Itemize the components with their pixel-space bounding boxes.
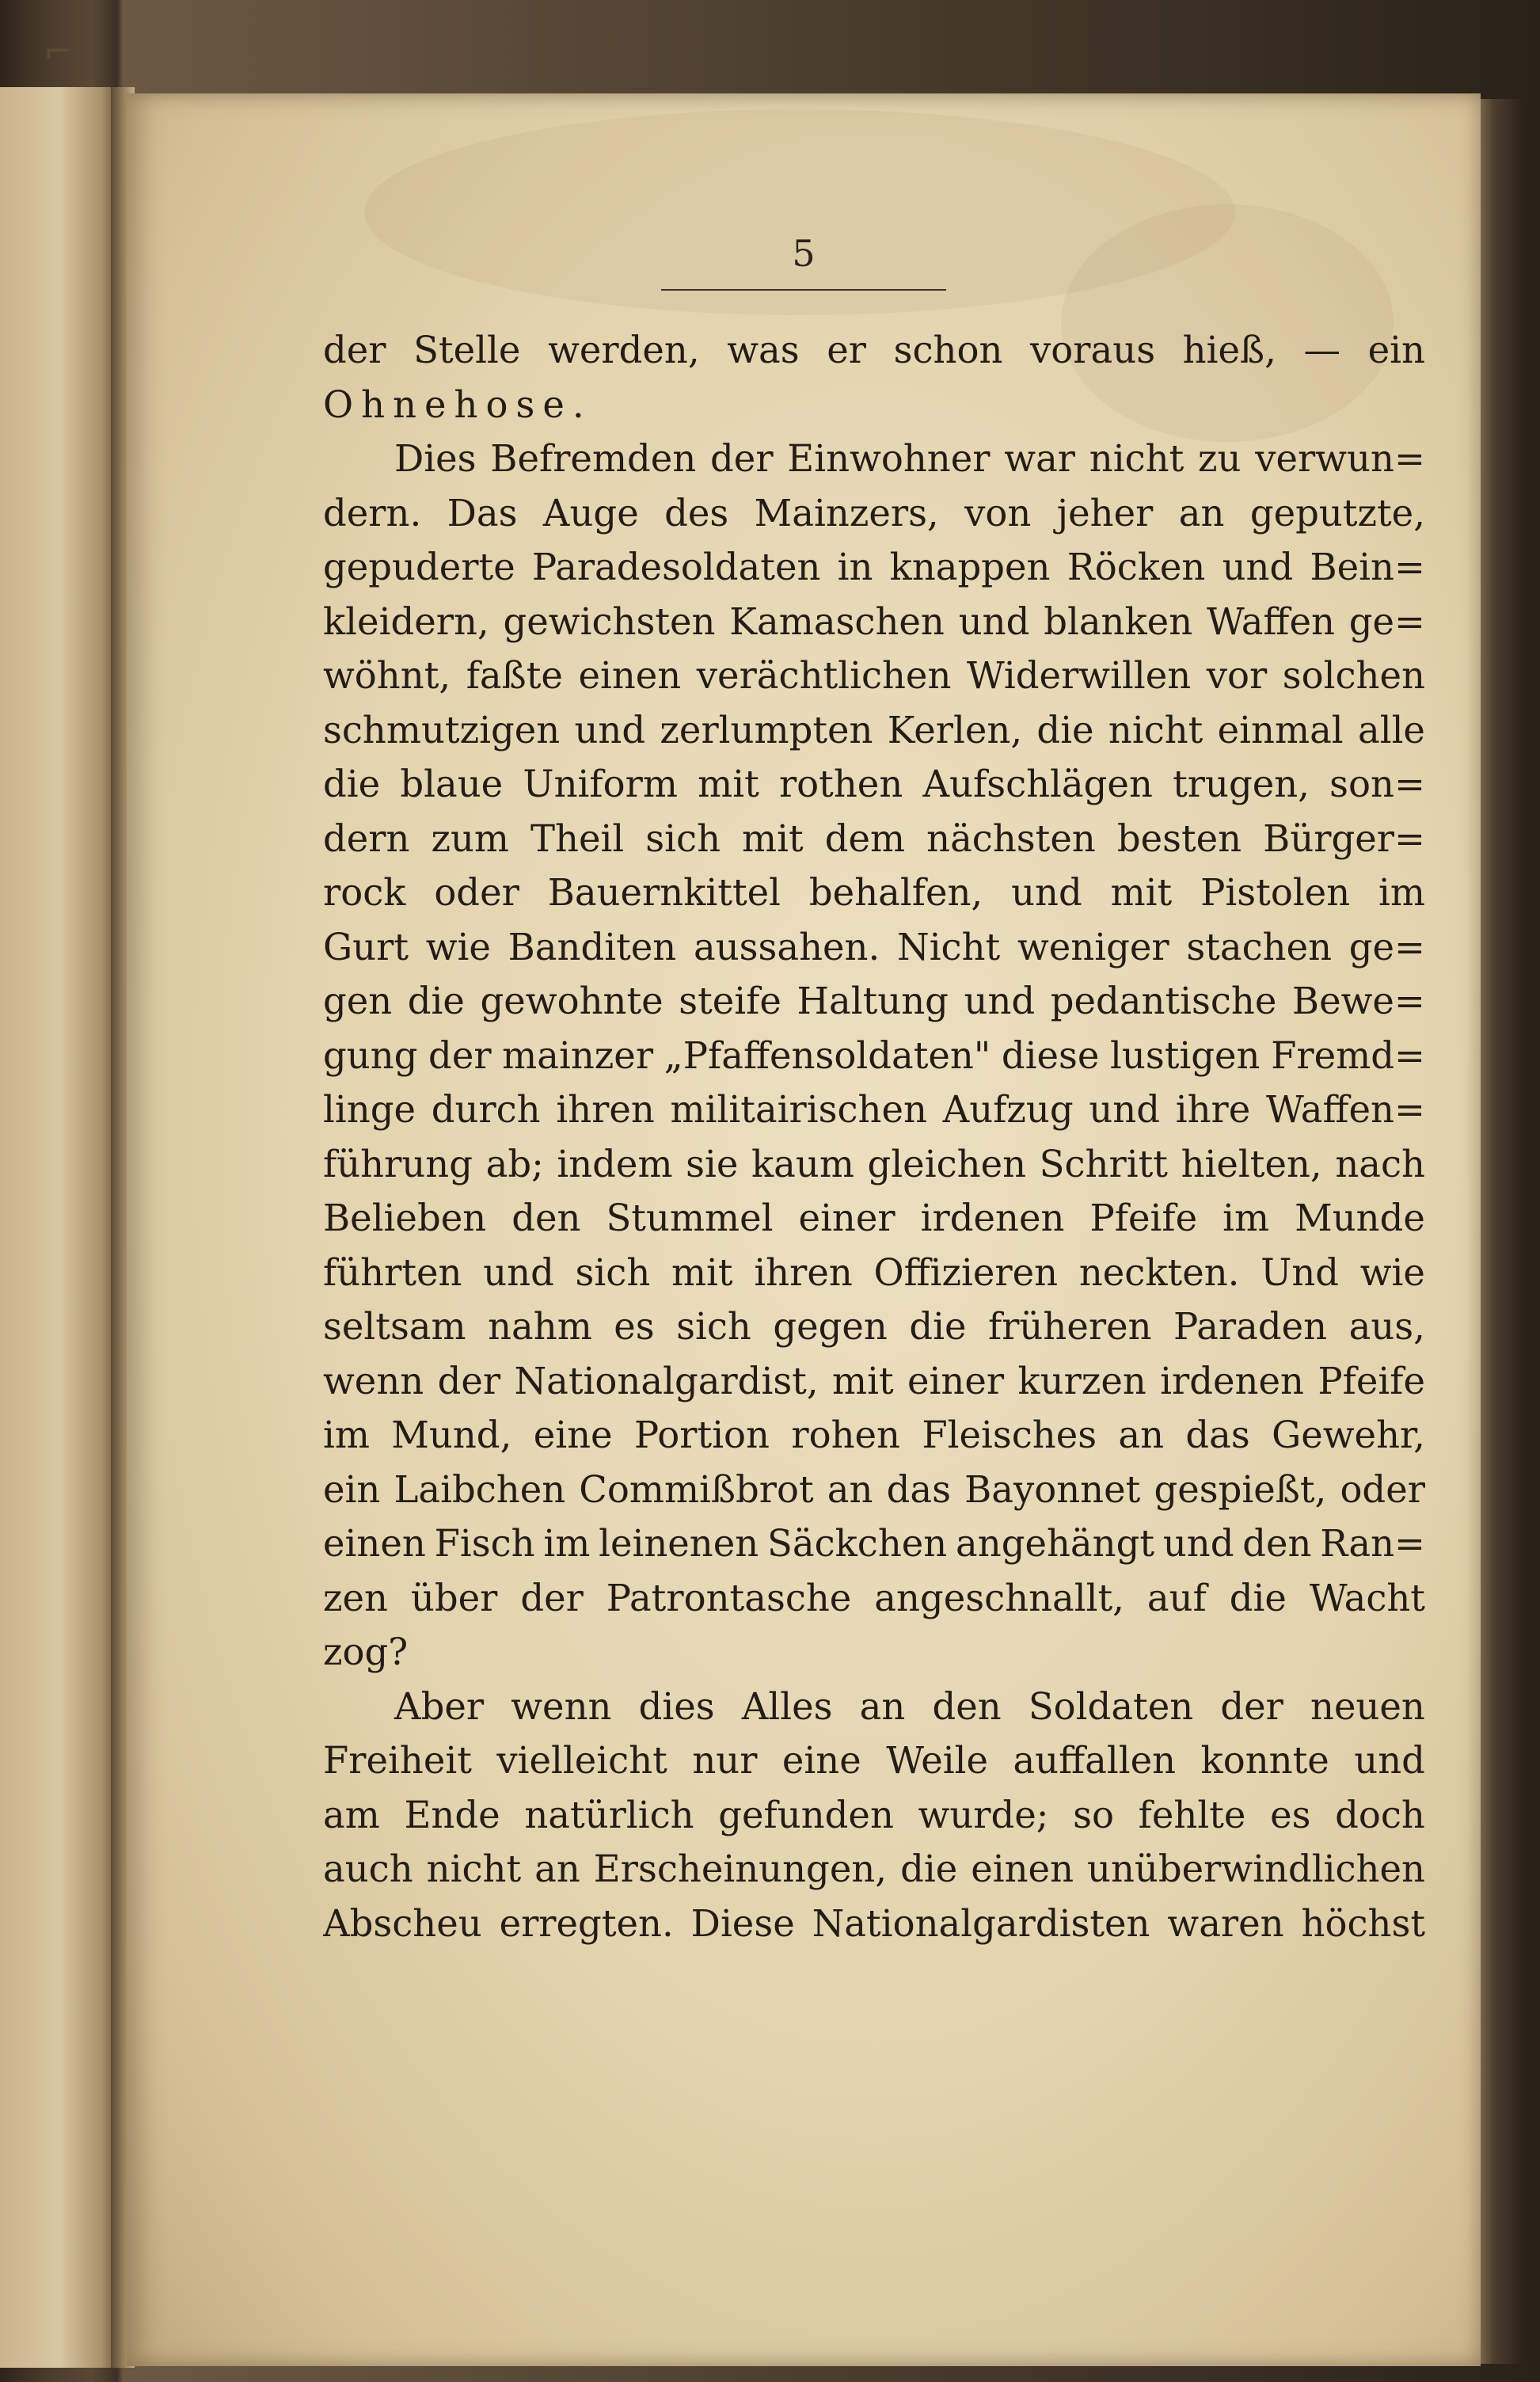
word: Patrontasche (606, 1576, 852, 1619)
word: Pfeife (1318, 1359, 1425, 1402)
word: Fisch (434, 1522, 535, 1565)
page-number: 5 (792, 232, 816, 275)
word: Und (1261, 1250, 1340, 1294)
word: gen (323, 980, 393, 1022)
word: besten (1116, 816, 1242, 860)
word: Aufzug (942, 1088, 1074, 1131)
word: einer (907, 1359, 1005, 1402)
word: es (614, 1305, 655, 1348)
word: oder (434, 871, 519, 914)
word: wöhnt, (323, 654, 451, 697)
text-line (323, 812, 1425, 866)
word: werden, (548, 329, 700, 371)
word: aus, (1348, 1305, 1425, 1348)
word: diese (1001, 1033, 1100, 1077)
text-line (323, 974, 1425, 1029)
word: Pfeife (1089, 1197, 1198, 1239)
word: an (1118, 1414, 1165, 1456)
word: und (574, 708, 646, 752)
word: neuen (1310, 1684, 1425, 1728)
word: die (900, 1847, 958, 1890)
word: und (483, 1250, 554, 1294)
word: Ran= (1320, 1522, 1425, 1565)
word: Säckchen (767, 1522, 948, 1565)
word: ihren (754, 1250, 853, 1294)
binding-thread-mark: ⌐ (44, 32, 73, 72)
word: gepuderte (323, 546, 515, 588)
word: schon (893, 329, 1003, 371)
word: rock (323, 871, 406, 914)
text-line (323, 703, 1425, 758)
word: des (664, 491, 729, 535)
word: nicht (1089, 437, 1184, 480)
word: Auge (542, 491, 639, 535)
word: war (1004, 437, 1076, 480)
text-line (323, 540, 1425, 595)
word: wenn (323, 1359, 424, 1402)
word: Nicht (897, 925, 1001, 968)
book-cover-edge (1474, 99, 1522, 2364)
word: Nationalgardisten (812, 1901, 1150, 1945)
word: erregten. (499, 1901, 674, 1945)
word: Gewehr, (1272, 1414, 1425, 1456)
word: Aber (394, 1684, 485, 1728)
word: Einwohner (787, 437, 991, 480)
word: Belieben (323, 1197, 487, 1239)
word: jeher (1056, 491, 1154, 535)
word: und (1222, 546, 1294, 588)
word: Weile (886, 1739, 988, 1782)
text-line (323, 595, 1425, 649)
word: an (534, 1847, 580, 1890)
word: mit (742, 816, 804, 860)
word: Nationalgardist, (514, 1359, 819, 1402)
word: Röcken (1067, 546, 1206, 588)
word: neckten. (1078, 1250, 1240, 1294)
word: Widerwillen (966, 654, 1192, 697)
word: der (710, 437, 774, 480)
word: was (727, 329, 800, 371)
word: der (520, 1576, 584, 1619)
text-line (323, 1354, 1425, 1409)
word: sich (575, 1250, 651, 1294)
word: der (428, 1033, 492, 1077)
word: Laibchen (394, 1467, 566, 1511)
word: so (1073, 1793, 1114, 1836)
word: mit (671, 1250, 733, 1294)
word: gewichsten (503, 599, 716, 643)
word: vielleicht (496, 1739, 667, 1782)
word: ge= (1348, 925, 1425, 968)
word: son= (1329, 763, 1425, 805)
word: im (1378, 871, 1425, 914)
word: Soldaten (1028, 1684, 1194, 1728)
word: gleichen (867, 1142, 1027, 1185)
text-line (323, 1246, 1425, 1300)
word: nicht (426, 1847, 522, 1890)
text-line (323, 1137, 1425, 1192)
word: zen (323, 1576, 388, 1619)
text-line (323, 757, 1425, 812)
word: ein (323, 1467, 381, 1511)
word: im (543, 1522, 591, 1565)
word: knappen (889, 546, 1051, 588)
word: „Pfaffensoldaten" (664, 1033, 991, 1077)
word: Bayonnet (964, 1467, 1141, 1511)
word: nur (692, 1739, 758, 1782)
word: und (964, 980, 1036, 1022)
word: gefunden (718, 1793, 894, 1836)
word: und (1011, 871, 1082, 914)
word: linge (323, 1088, 416, 1131)
word: die (407, 980, 465, 1022)
word: hieß, (1182, 329, 1276, 371)
word: der (323, 329, 386, 371)
word: im (323, 1414, 370, 1456)
word: verwun= (1255, 437, 1425, 480)
word: der (437, 1359, 501, 1402)
word: Theil (530, 816, 625, 860)
word: faßte (466, 654, 563, 697)
word: die (323, 763, 381, 805)
word: an (1178, 491, 1225, 535)
word: unüberwindlichen (1087, 1847, 1425, 1890)
word: wie (1359, 1250, 1425, 1294)
body-text (323, 323, 1425, 1950)
word: Gurt (323, 925, 409, 968)
word: leinenen (599, 1522, 759, 1565)
word: natürlich (524, 1793, 694, 1836)
text-line (323, 1191, 1425, 1246)
word: den (511, 1197, 581, 1239)
text-line (323, 866, 1425, 920)
word: nächsten (926, 816, 1096, 860)
word: Banditen (508, 925, 677, 968)
word: weniger (1017, 925, 1169, 968)
text-line (323, 1625, 1425, 1680)
word: einmal (1217, 708, 1344, 752)
word: und (1162, 1522, 1234, 1565)
text-line (323, 432, 1425, 486)
word: und (958, 599, 1030, 643)
line-text: zog? (323, 1630, 409, 1673)
word: im (1222, 1197, 1270, 1239)
word: Abscheu (323, 1901, 482, 1945)
word: Pistolen (1200, 871, 1351, 914)
word: vor (1206, 654, 1268, 697)
word: behalfen, (808, 871, 983, 914)
word: kaum (751, 1142, 854, 1185)
text-line (323, 1408, 1425, 1463)
word: irdenen (920, 1197, 1065, 1239)
word: indem (557, 1142, 673, 1185)
word: es (1270, 1793, 1311, 1836)
word: mainzer (502, 1033, 654, 1077)
word: auf (1146, 1576, 1207, 1619)
word: militairischen (670, 1088, 927, 1131)
word: einen (578, 654, 682, 697)
word: geputzte, (1249, 491, 1425, 535)
word: gung (323, 1033, 418, 1077)
word: alle (1357, 708, 1425, 752)
word: doch (1335, 1793, 1425, 1836)
text-line (323, 486, 1425, 541)
word: sie (686, 1142, 739, 1185)
word: Uniform (523, 763, 678, 805)
word: sich (645, 816, 721, 860)
word: dern (323, 816, 410, 860)
word: den (932, 1684, 1002, 1728)
word: die (909, 1305, 967, 1348)
word: nicht (1108, 708, 1203, 752)
word: Bürger= (1263, 816, 1425, 860)
word: Commißbrot (579, 1467, 814, 1511)
word: verächtlichen (696, 654, 952, 697)
word: Ende (404, 1793, 500, 1836)
word: konnte (1200, 1739, 1329, 1782)
word: Stelle (413, 329, 521, 371)
word: und (1354, 1739, 1425, 1782)
word: — (1303, 329, 1340, 371)
word: Bauernkittel (547, 871, 781, 914)
word: aussahen. (693, 925, 880, 968)
word: die (1229, 1576, 1287, 1619)
word: Fleisches (922, 1414, 1097, 1456)
text-line (323, 1463, 1425, 1517)
word: mit (698, 763, 759, 805)
word: stachen (1186, 925, 1333, 968)
word: Erscheinungen, (593, 1847, 888, 1890)
word: an (859, 1684, 906, 1728)
word: gegen (773, 1305, 888, 1348)
word: solchen (1282, 654, 1425, 697)
spaced-word: Ohnehose. (323, 382, 592, 426)
word: Das (447, 491, 518, 535)
word: Waffen (1206, 599, 1335, 643)
word: lustigen (1110, 1033, 1261, 1077)
word: waren (1167, 1901, 1284, 1945)
word: zu (1198, 437, 1242, 480)
word: Dies (394, 437, 477, 480)
word: blaue (400, 763, 504, 805)
text-line (323, 1680, 1425, 1734)
previous-page-edge (0, 87, 119, 2368)
word: das (886, 1467, 951, 1511)
word: Alles (741, 1684, 833, 1728)
word: blanken (1044, 599, 1193, 643)
word: den (1242, 1522, 1312, 1565)
text-line (323, 1083, 1425, 1137)
word: mit (832, 1359, 894, 1402)
word: sich (676, 1305, 751, 1348)
word: die (1036, 708, 1094, 752)
word: Freiheit (323, 1739, 472, 1782)
word: eine (781, 1739, 861, 1782)
word: Mainzers, (754, 491, 939, 535)
word: voraus (1030, 329, 1156, 371)
text-line (323, 378, 1425, 432)
word: führten (323, 1250, 462, 1294)
text-line (323, 1788, 1425, 1843)
word: rothen (778, 763, 903, 805)
word: angeschnallt, (874, 1576, 1124, 1619)
word: über (410, 1576, 498, 1619)
word: nahm (488, 1305, 592, 1348)
word: fehlte (1138, 1793, 1246, 1836)
word: Stummel (606, 1197, 774, 1239)
text-line (323, 1516, 1425, 1571)
word: gewohnte (480, 980, 664, 1022)
text-line (323, 1842, 1425, 1897)
word: auch (323, 1847, 413, 1890)
word: dies (638, 1684, 715, 1728)
text-line (323, 649, 1425, 703)
word: Kerlen, (887, 708, 1023, 752)
word: Schritt (1039, 1142, 1168, 1185)
word: dern. (323, 491, 422, 535)
word: höchst (1301, 1901, 1425, 1945)
word: seltsam (323, 1305, 466, 1348)
word: und (1089, 1088, 1160, 1131)
word: Mund, (391, 1414, 512, 1456)
word: ihren (556, 1088, 655, 1131)
word: Offizieren (873, 1250, 1059, 1294)
word: das (1185, 1414, 1250, 1456)
word: einen (323, 1522, 426, 1565)
word: ihre (1175, 1088, 1251, 1131)
word: hielten, (1181, 1142, 1322, 1185)
word: der (1220, 1684, 1283, 1728)
word: einer (798, 1197, 895, 1239)
word: schmutzigen (323, 708, 561, 752)
text-line (323, 323, 1425, 378)
header-rule (661, 289, 946, 291)
word: wie (425, 925, 491, 968)
word: Portion (633, 1414, 770, 1456)
word: dem (824, 816, 906, 860)
text-line (323, 1029, 1425, 1083)
word: er (827, 329, 866, 371)
word: Haltung (797, 980, 949, 1022)
word: ge= (1348, 599, 1425, 643)
book-page (127, 93, 1481, 2366)
word: zum (431, 816, 510, 860)
word: einen (971, 1847, 1074, 1890)
word: Munde (1295, 1197, 1425, 1239)
word: führung (323, 1142, 473, 1185)
word: angehängt (956, 1522, 1155, 1565)
word: oder (1340, 1467, 1425, 1511)
word: gespießt, (1154, 1467, 1327, 1511)
word: Wacht (1309, 1576, 1425, 1619)
text-line (323, 1733, 1425, 1788)
word: Paraden (1173, 1305, 1328, 1348)
word: durch (431, 1088, 541, 1131)
word: trugen, (1173, 763, 1310, 805)
word: Befremden (490, 437, 697, 480)
word: am (323, 1793, 380, 1836)
word: von (964, 491, 1032, 535)
word: Fremd= (1271, 1033, 1425, 1077)
word: Aufschlägen (922, 763, 1153, 805)
word: Bewe= (1291, 980, 1425, 1022)
text-line (323, 1897, 1425, 1951)
word: auffallen (1013, 1739, 1177, 1782)
word: zerlumpten (660, 708, 873, 752)
word: pedantische (1050, 980, 1277, 1022)
word: Diese (690, 1901, 795, 1945)
text-line (323, 1571, 1425, 1626)
word: irdenen (1160, 1359, 1304, 1402)
word: rohen (791, 1414, 900, 1456)
word: nach (1335, 1142, 1425, 1185)
word: an (827, 1467, 873, 1511)
text-line (323, 1299, 1425, 1354)
word: in (837, 546, 873, 588)
word: mit (1110, 871, 1173, 914)
word: früheren (987, 1305, 1152, 1348)
text-line (323, 920, 1425, 975)
word: kleidern, (323, 599, 489, 643)
word: Kamaschen (729, 599, 945, 643)
word: Paradesoldaten (531, 546, 821, 588)
word: ein (1367, 329, 1425, 371)
word: steife (679, 980, 781, 1022)
word: Waffen= (1265, 1088, 1425, 1131)
word: ab; (485, 1142, 544, 1185)
word: eine (533, 1414, 613, 1456)
word: Bein= (1310, 546, 1425, 588)
word: wurde; (918, 1793, 1049, 1836)
word: wenn (511, 1684, 612, 1728)
word: kurzen (1017, 1359, 1146, 1402)
